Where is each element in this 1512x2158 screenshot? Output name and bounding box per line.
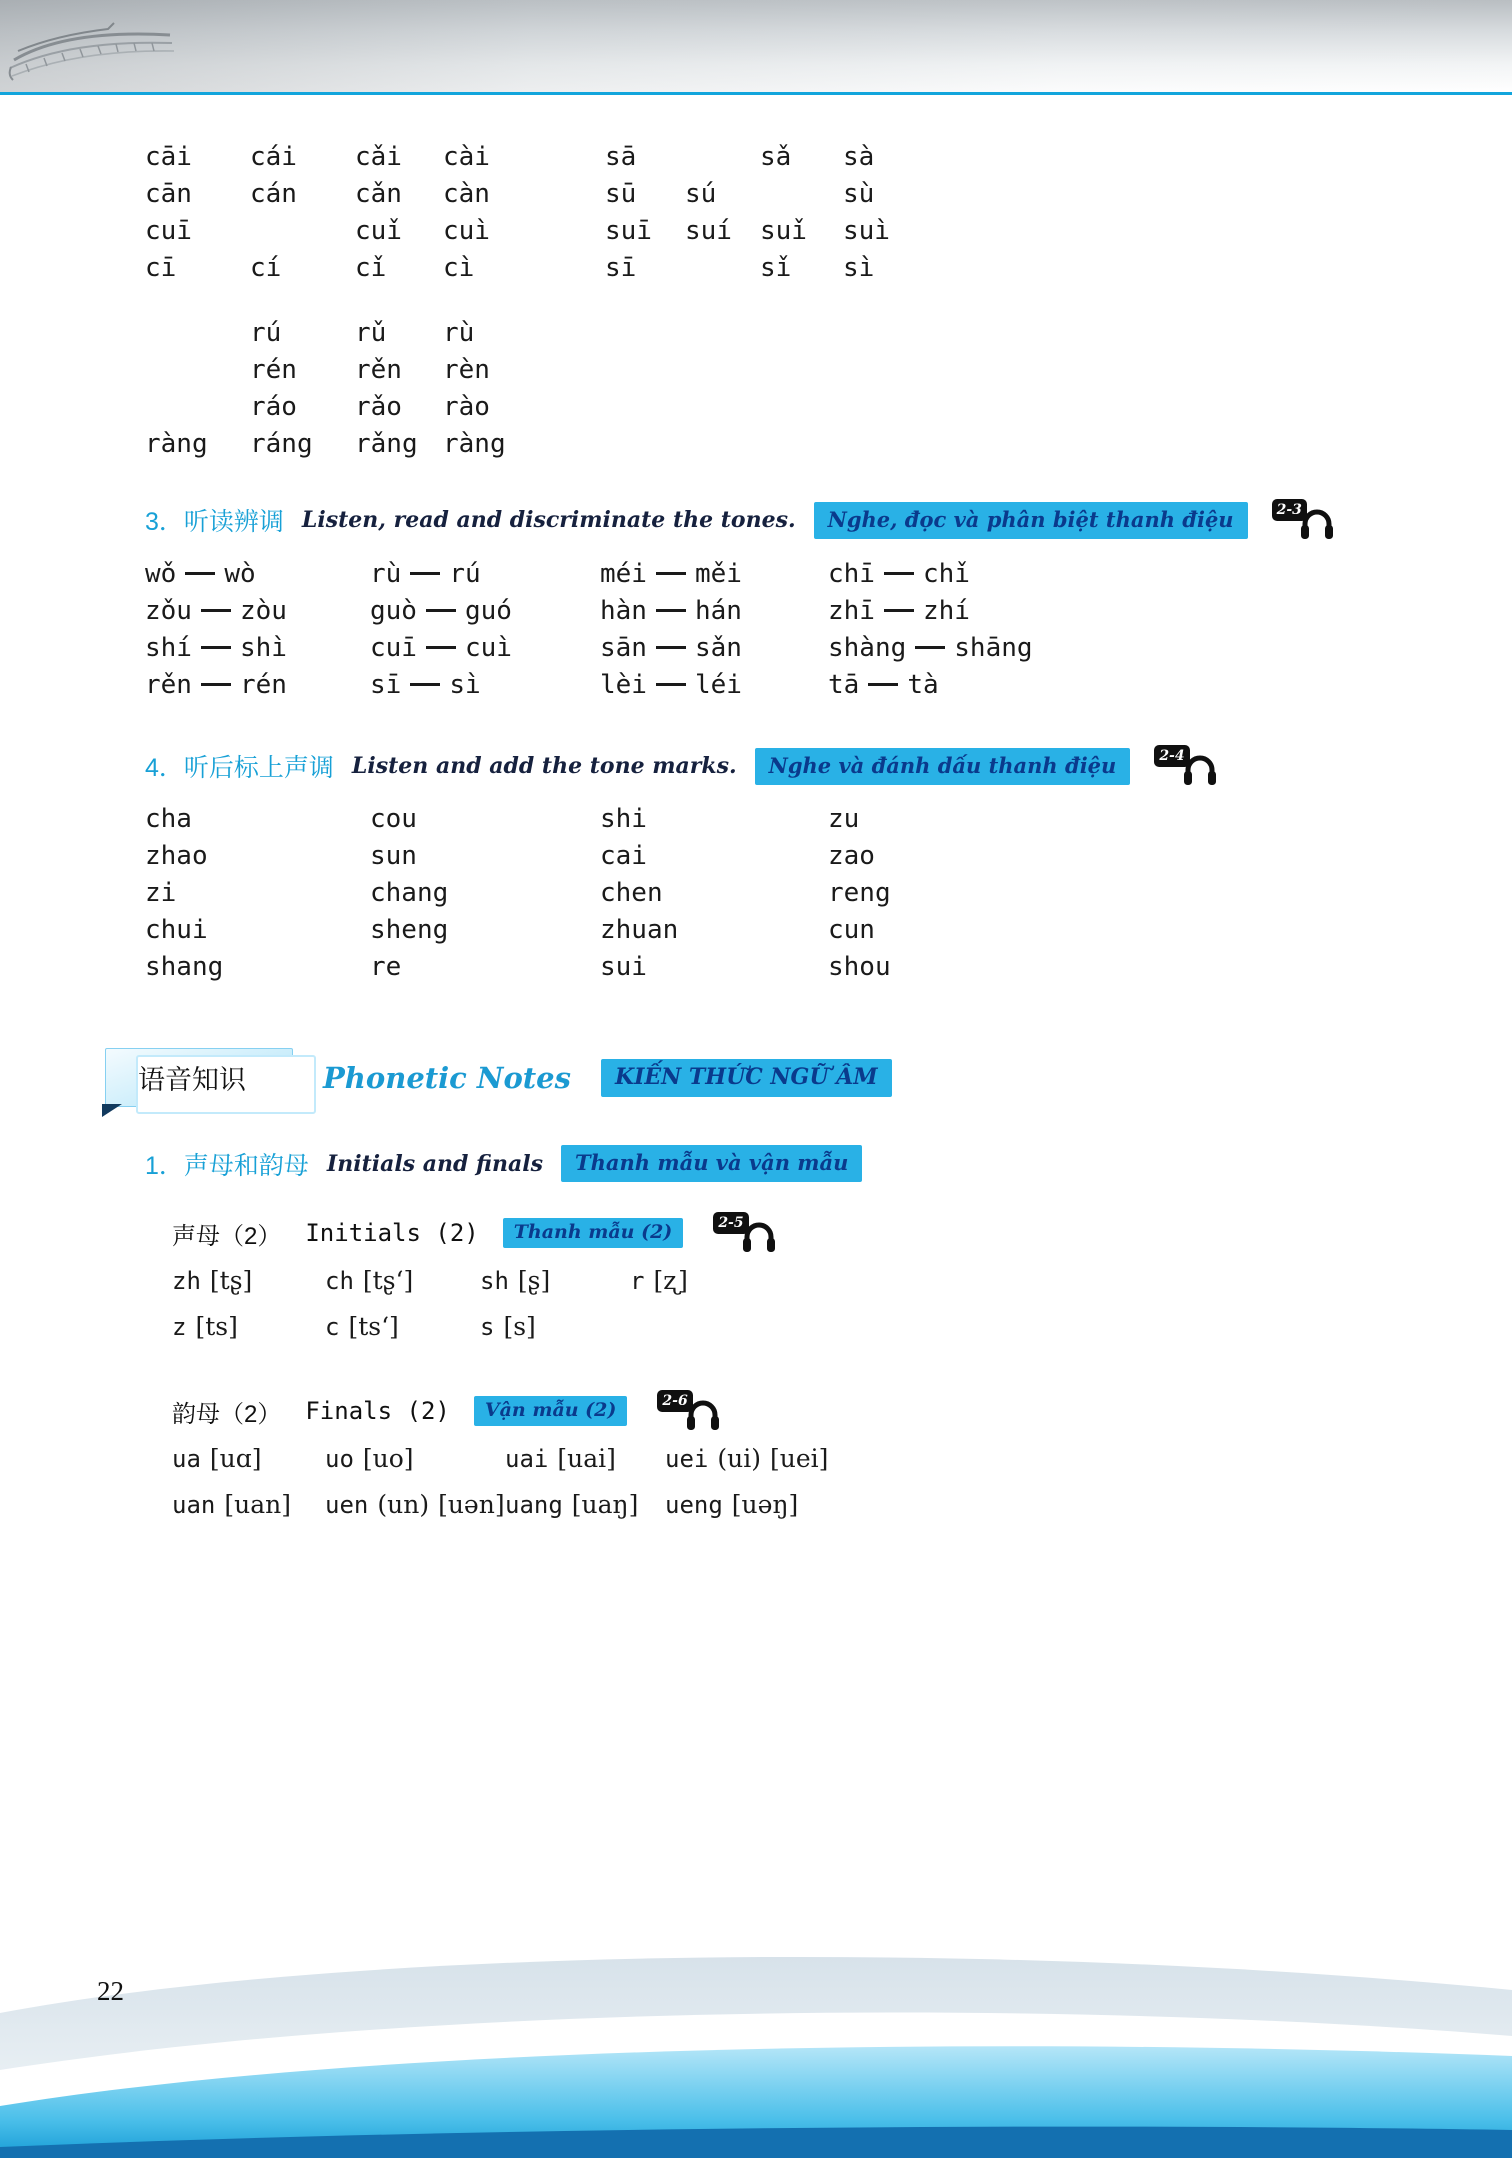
pinyin-cell (145, 389, 250, 426)
pair-dash (656, 572, 686, 575)
section-3-title-vi: Nghe, đọc và phân biệt thanh điệu (814, 502, 1248, 539)
finals-row-1 (145, 1440, 1452, 1478)
pair-dash (884, 609, 914, 612)
pinyin-cell: cài (443, 142, 490, 172)
initials-label-vi: Thanh mẫu (2) (503, 1218, 684, 1248)
pair-dash (201, 683, 231, 686)
pinyin-cell (145, 352, 250, 389)
section-4-title-en: Listen and add the tone marks. (351, 753, 737, 779)
syllable-cell: chang (370, 878, 449, 908)
finals-label-en: Finals (2) (305, 1397, 450, 1425)
initials-row-2 (145, 1308, 1452, 1346)
initial-item: zh [tʂ] (172, 1266, 253, 1295)
pair-dash (410, 683, 440, 686)
audio-track-number: 2-3 (1272, 499, 1307, 521)
pinyin-cell: ràng (145, 429, 208, 459)
pinyin-cell: cǎi (355, 142, 402, 172)
pair-dash (426, 609, 456, 612)
tone-pair: méi měi (600, 558, 742, 589)
finals-block (145, 1390, 1452, 1524)
syllable-cell: shi (600, 804, 647, 834)
audio-track-number: 2-5 (713, 1212, 748, 1234)
pinyin-cell: cái (250, 142, 297, 172)
final-item: uei (ui) [uei] (665, 1444, 829, 1473)
pinyin-cell: sà (843, 142, 875, 172)
pinyin-cell: cán (250, 179, 297, 209)
tone-pair: rěn rén (145, 669, 287, 700)
tone-pair: wǒ wò (145, 558, 256, 589)
pair-dash (201, 646, 231, 649)
pinyin-cell: rěn (355, 355, 402, 385)
syllable-cell: cou (370, 804, 417, 834)
pinyin-cell (145, 315, 250, 352)
initial-item: ch [tʂ‘] (325, 1266, 414, 1295)
finals-heading (145, 1390, 1452, 1432)
pinyin-cell: cuī (145, 216, 192, 246)
pair-dash (656, 683, 686, 686)
audio-track-badge (1154, 745, 1218, 787)
audio-track-badge (1272, 499, 1336, 541)
pinyin-cell: rú (250, 318, 282, 348)
pinyin-cell: càn (443, 179, 490, 209)
section-3-heading (145, 499, 1452, 541)
pinyin-cell: cí (250, 253, 282, 283)
syllable-cell: shou (828, 952, 891, 982)
syllable-cell: zao (828, 841, 875, 871)
tone-pair: lèi léi (600, 669, 742, 700)
pinyin-cell: rèn (443, 355, 490, 385)
syllable-cell: zhuan (600, 915, 679, 945)
initial-item: c [ts‘] (325, 1312, 399, 1341)
pinyin-cell: suǐ (760, 216, 807, 246)
pinyin-cell: cuì (443, 216, 490, 246)
pair-dash (868, 683, 898, 686)
syllable-cell: reng (828, 878, 891, 908)
finals-row-2 (145, 1486, 1452, 1524)
pinyin-cell (250, 213, 355, 250)
pinyin-cell: cuǐ (355, 216, 402, 246)
pinyin-drill-r (145, 315, 1452, 463)
footer-wave-decoration (0, 1918, 1512, 2158)
pinyin-cell: rù (443, 318, 475, 348)
section-4-heading (145, 745, 1452, 787)
pinyin-cell: sā (605, 142, 637, 172)
subsection-1-title-zh: 1．声母和韵母 (145, 1151, 309, 1180)
pinyin-cell: sǎ (760, 142, 792, 172)
pinyin-cell: suī (605, 216, 652, 246)
syllable-cell: sheng (370, 915, 449, 945)
final-item: ua [uɑ] (172, 1444, 262, 1473)
pinyin-cell: suí (685, 216, 732, 246)
add-tone-grid (145, 801, 1452, 986)
syllable-cell: shang (145, 952, 224, 982)
phonetic-notes-heading (105, 1048, 1452, 1107)
page-number: 22 (97, 1976, 124, 2006)
initial-item: s [s] (480, 1312, 536, 1341)
section-4-title-zh: 4．听后标上声调 (145, 754, 334, 782)
initials-block (145, 1212, 1452, 1346)
final-item: uang [uaŋ] (505, 1490, 639, 1519)
page-footer (0, 1918, 1512, 2158)
syllable-cell: zhao (145, 841, 208, 871)
final-item: uen (un) [uən] (325, 1490, 505, 1519)
syllable-cell: sui (600, 952, 647, 982)
subsection-1-title-en: Initials and finals (326, 1150, 544, 1177)
finals-label-zh: 韵母（2） (172, 1400, 282, 1428)
subsection-1-title-vi: Thanh mẫu và vận mẫu (561, 1145, 862, 1182)
initial-item: r [ʐ] (630, 1266, 688, 1295)
syllable-cell: zi (145, 878, 177, 908)
pinyin-cell: sù (843, 179, 875, 209)
audio-track-number: 2-6 (657, 1390, 692, 1412)
pair-dash (185, 572, 215, 575)
syllable-cell: cun (828, 915, 875, 945)
final-item: uo [uo] (325, 1444, 414, 1473)
pinyin-cell: cī (145, 253, 177, 283)
pinyin-cell: rǎng (355, 429, 418, 459)
box-corner-triangle (102, 1104, 122, 1117)
pair-dash (656, 646, 686, 649)
eaves-sketch-decoration (8, 20, 178, 90)
audio-track-badge (713, 1212, 777, 1254)
tone-pair: shí shì (145, 632, 287, 663)
phonetic-notes-title-en: Phonetic Notes (323, 1060, 571, 1095)
pinyin-cell: cāi (145, 142, 192, 172)
section-3-title-zh: 3．听读辨调 (145, 508, 284, 536)
pinyin-cell: ráng (250, 429, 313, 459)
initial-item (630, 1308, 1452, 1346)
pinyin-cell (685, 250, 760, 287)
pinyin-cell: rǎo (355, 392, 402, 422)
initials-label-zh: 声母（2） (172, 1222, 282, 1250)
final-item: uai [uai] (505, 1444, 616, 1473)
phonetic-notes-zh-box: 语音知识 (105, 1048, 293, 1107)
pair-dash (915, 646, 945, 649)
tone-pair: zhī zhí (828, 595, 970, 626)
final-item: uan [uan] (172, 1490, 291, 1519)
tone-pair: sī sì (370, 669, 481, 700)
tone-pair: rù rú (370, 558, 481, 589)
tone-pair: chī chǐ (828, 558, 970, 589)
pinyin-cell: ràng (443, 429, 506, 459)
pinyin-drill-c-s (145, 139, 1452, 287)
pinyin-cell: ráo (250, 392, 297, 422)
pinyin-cell (685, 139, 760, 176)
pinyin-cell: sú (685, 179, 717, 209)
pinyin-cell: cān (145, 179, 192, 209)
initials-label-en: Initials (2) (305, 1219, 479, 1247)
pinyin-cell: rào (443, 392, 490, 422)
pair-dash (884, 572, 914, 575)
syllable-cell: cai (600, 841, 647, 871)
subsection-1-heading (145, 1145, 1452, 1182)
page-content (0, 95, 1512, 1524)
pinyin-cell: cì (443, 253, 475, 283)
pinyin-cell: suì (843, 216, 890, 246)
tone-pair: tā tà (828, 669, 939, 700)
pinyin-cell (760, 176, 843, 213)
initials-row-1 (145, 1262, 1452, 1300)
section-3-title-en: Listen, read and discriminate the tones. (301, 507, 796, 533)
pinyin-cell: sì (843, 253, 875, 283)
finals-label-vi: Vận mẫu (2) (474, 1396, 628, 1426)
pinyin-cell: sǐ (760, 253, 792, 283)
pair-dash (656, 609, 686, 612)
tone-pair: zǒu zòu (145, 595, 287, 626)
syllable-cell: chen (600, 878, 663, 908)
final-item: ueng [uəŋ] (665, 1490, 799, 1519)
syllable-cell: cha (145, 804, 192, 834)
syllable-cell: re (370, 952, 402, 982)
initial-item: sh [ʂ] (480, 1266, 551, 1295)
audio-track-number: 2-4 (1154, 745, 1189, 767)
syllable-cell: chui (145, 915, 208, 945)
pinyin-cell: cǎn (355, 179, 402, 209)
audio-track-badge (657, 1390, 721, 1432)
section-4-title-vi: Nghe và đánh dấu thanh điệu (755, 748, 1131, 785)
initial-item: z [ts] (172, 1312, 238, 1341)
pinyin-cell: sī (605, 253, 637, 283)
tone-pair: cuī cuì (370, 632, 512, 663)
pinyin-cell: cǐ (355, 253, 387, 283)
pair-dash (410, 572, 440, 575)
page-header (0, 0, 1512, 95)
phonetic-notes-title-vi: KIẾN THỨC NGỮ ÂM (601, 1059, 892, 1097)
tone-pair: shàng shāng (828, 632, 1033, 663)
tone-pair: hàn hán (600, 595, 742, 626)
syllable-cell: sun (370, 841, 417, 871)
tone-pair-grid (145, 555, 1452, 703)
tone-pair: sān sǎn (600, 632, 742, 663)
pair-dash (201, 609, 231, 612)
pinyin-cell: rén (250, 355, 297, 385)
tone-pair: guò guó (370, 595, 512, 626)
syllable-cell: zu (828, 804, 860, 834)
initials-heading (145, 1212, 1452, 1254)
pinyin-cell: rǔ (355, 318, 387, 348)
pair-dash (426, 646, 456, 649)
pinyin-cell: sū (605, 179, 637, 209)
